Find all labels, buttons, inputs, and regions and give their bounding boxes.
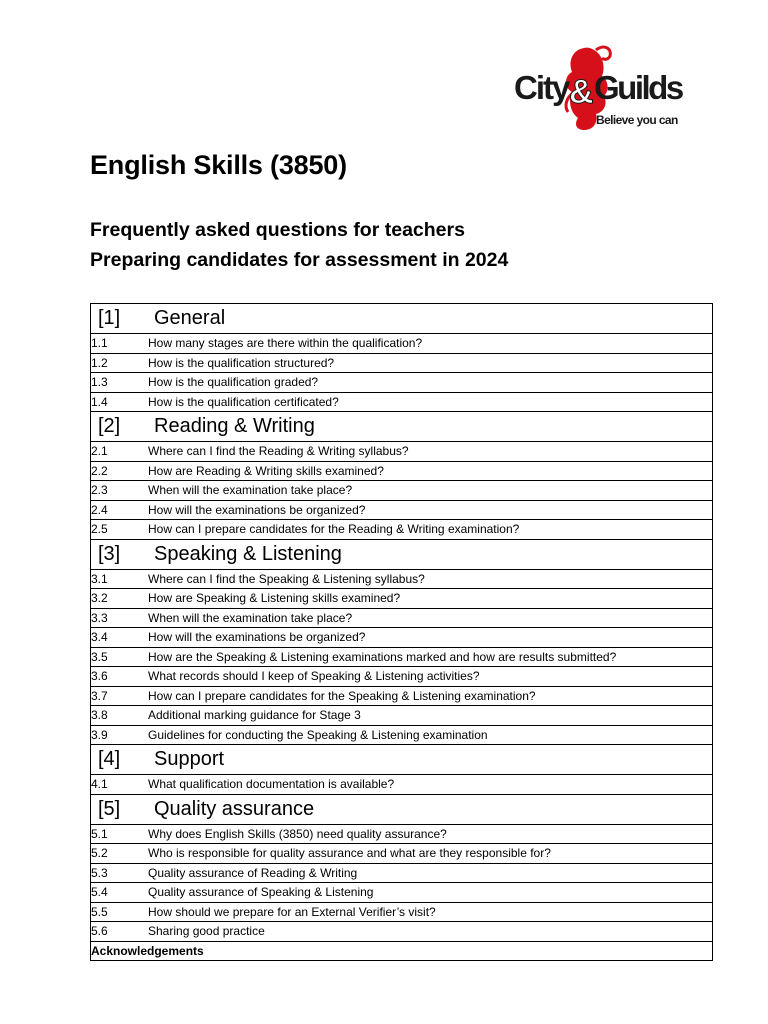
section-header-cell (91, 794, 713, 824)
logo-tagline: Believe you can (596, 113, 678, 127)
section-number: [4] (98, 748, 121, 770)
question-row (91, 569, 713, 589)
question-cell (91, 500, 713, 520)
question-cell (91, 442, 713, 462)
question-text: How are Reading & Writing skills examined? (148, 463, 384, 478)
question-text: How many stages are there within the qualification? (148, 336, 423, 351)
question-row (91, 902, 713, 922)
question-row (91, 589, 713, 609)
question-cell (91, 569, 713, 589)
question-number: 1.4 (91, 394, 108, 409)
question-cell (91, 392, 713, 412)
question-text: When will the examination take place? (148, 483, 353, 498)
question-number: 5.2 (91, 846, 108, 861)
question-row (91, 500, 713, 520)
acknowledgements-row (91, 941, 713, 961)
question-cell (91, 775, 713, 795)
question-row (91, 844, 713, 864)
question-row (91, 461, 713, 481)
question-row (91, 647, 713, 667)
question-row (91, 334, 713, 354)
question-cell (91, 686, 713, 706)
question-cell (91, 667, 713, 687)
section-header-cell (91, 304, 713, 334)
logo-text-guilds: Guilds (594, 69, 682, 106)
city-and-guilds-logo (514, 42, 682, 134)
question-text: When will the examination take place? (148, 610, 353, 625)
section-number: [2] (98, 415, 121, 437)
question-number: 5.4 (91, 885, 108, 900)
section-header-row (91, 304, 713, 334)
question-row (91, 392, 713, 412)
question-cell (91, 902, 713, 922)
section-header-row (91, 412, 713, 442)
question-number: 5.5 (91, 904, 108, 919)
question-row (91, 481, 713, 501)
section-title: Support (154, 748, 225, 770)
subtitle-faq: Frequently asked questions for teachers (90, 219, 465, 241)
question-text: Sharing good practice (148, 924, 265, 939)
question-text: How should we prepare for an External Verifier’s visit? (148, 904, 436, 919)
question-number: 2.1 (91, 444, 108, 459)
question-number: 1.2 (91, 355, 108, 370)
question-cell (91, 628, 713, 648)
section-header-cell (91, 539, 713, 569)
question-number: 3.7 (91, 688, 108, 703)
section-header-cell (91, 412, 713, 442)
question-text: How is the qualification graded? (148, 375, 319, 390)
subtitle-assessment: Preparing candidates for assessment in 2024 (90, 249, 509, 271)
section-header-row (91, 745, 713, 775)
question-row (91, 775, 713, 795)
section-number: [1] (98, 307, 121, 329)
question-text: Why does English Skills (3850) need quality assurance? (148, 826, 447, 841)
question-number: 1.1 (91, 336, 108, 351)
question-number: 3.2 (91, 591, 108, 606)
question-text: How will the examinations be organized? (148, 630, 366, 645)
question-cell (91, 608, 713, 628)
question-text: Quality assurance of Reading & Writing (148, 865, 358, 880)
question-cell (91, 922, 713, 942)
question-number: 3.1 (91, 571, 108, 586)
question-cell (91, 481, 713, 501)
question-number: 2.2 (91, 463, 108, 478)
section-header-cell (91, 745, 713, 775)
question-text: How will the examinations be organized? (148, 502, 366, 517)
question-text: Who is responsible for quality assurance and what are they responsible for? (148, 846, 551, 861)
question-number: 2.5 (91, 522, 108, 537)
section-header-row (91, 794, 713, 824)
question-cell (91, 520, 713, 540)
question-number: 3.8 (91, 708, 108, 723)
question-row (91, 725, 713, 745)
question-text: How are the Speaking & Listening examinations marked and how are results submitted? (148, 649, 617, 664)
question-cell (91, 334, 713, 354)
question-cell (91, 824, 713, 844)
question-row (91, 686, 713, 706)
question-number: 2.4 (91, 502, 108, 517)
question-number: 5.1 (91, 826, 108, 841)
faq-contents-table (90, 303, 713, 961)
section-title: Reading & Writing (154, 415, 315, 437)
question-number: 3.4 (91, 630, 108, 645)
question-cell (91, 461, 713, 481)
question-text: How is the qualification structured? (148, 355, 335, 370)
question-number: 3.9 (91, 727, 108, 742)
section-title: Quality assurance (154, 797, 315, 820)
question-cell (91, 725, 713, 745)
question-row (91, 824, 713, 844)
question-number: 2.3 (91, 483, 108, 498)
question-number: 1.3 (91, 375, 108, 390)
question-cell (91, 373, 713, 393)
question-row (91, 628, 713, 648)
question-cell (91, 353, 713, 373)
section-number: [5] (98, 797, 121, 820)
question-text: What qualification documentation is available? (148, 777, 395, 792)
question-text: Where can I find the Speaking & Listening syllabus? (148, 571, 425, 586)
question-number: 3.5 (91, 649, 108, 664)
logo-text-city: City (514, 69, 569, 106)
question-text: How are Speaking & Listening skills examined? (148, 591, 401, 606)
question-row (91, 608, 713, 628)
question-row (91, 520, 713, 540)
question-cell (91, 647, 713, 667)
question-row (91, 883, 713, 903)
question-number: 5.3 (91, 865, 108, 880)
question-row (91, 706, 713, 726)
question-text: How can I prepare candidates for the Speaking & Listening examination? (148, 688, 536, 703)
question-cell (91, 883, 713, 903)
question-text: How can I prepare candidates for the Reading & Writing examination? (148, 522, 520, 537)
question-row (91, 373, 713, 393)
document-title: English Skills (3850) (90, 150, 347, 180)
question-row (91, 667, 713, 687)
question-number: 5.6 (91, 924, 108, 939)
section-title: General (154, 307, 226, 329)
question-row (91, 353, 713, 373)
question-text: How is the qualification certificated? (148, 394, 339, 409)
question-cell (91, 706, 713, 726)
acknowledgements-label: Acknowledgements (91, 941, 713, 961)
question-cell (91, 844, 713, 864)
question-text: Guidelines for conducting the Speaking & Listening examination (148, 727, 488, 742)
question-row (91, 863, 713, 883)
question-cell (91, 589, 713, 609)
question-text: Where can I find the Reading & Writing syllabus? (148, 444, 409, 459)
question-number: 3.3 (91, 610, 108, 625)
question-number: 4.1 (91, 777, 108, 792)
section-header-row (91, 539, 713, 569)
question-text: Additional marking guidance for Stage 3 (148, 708, 361, 723)
section-title: Speaking & Listening (154, 542, 342, 565)
logo-ampersand: & (569, 73, 594, 111)
question-cell (91, 863, 713, 883)
question-text: What records should I keep of Speaking & Listening activities? (148, 669, 480, 684)
question-row (91, 922, 713, 942)
question-number: 3.6 (91, 669, 108, 684)
section-number: [3] (98, 542, 121, 565)
question-text: Quality assurance of Speaking & Listening (148, 885, 374, 900)
question-row (91, 442, 713, 462)
